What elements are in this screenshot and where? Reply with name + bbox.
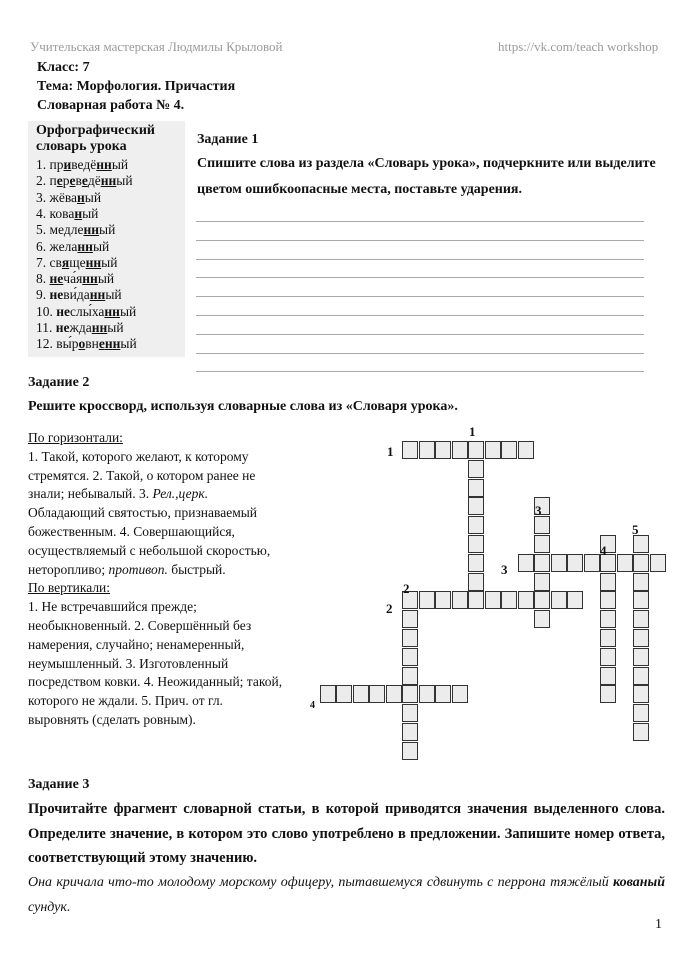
highlighted-letters: нн [91,320,108,335]
word-part: в [75,173,82,189]
sentence-part1: Она кричала что-то молодому морскому офицеру, пытавшемуся сдвинуть с перрона тяжёлый [28,875,613,890]
label-down-1: 1 [469,424,476,439]
task2-heading: Задание 2 [28,375,90,390]
crossword-cell[interactable] [633,704,649,722]
highlighted-letters: нн [77,238,93,254]
word-part: ый [97,271,115,287]
dictionary-item [36,206,98,222]
word-part: ый [101,254,118,270]
crossword-clues [28,429,284,730]
dictionary-item [36,190,101,206]
across-clues-part1: 1. Такой, которого желают, к которому стремятся. 2. Такой, о котором ранее не знали; небывалый. 3. [28,448,256,502]
word-part: ый [84,189,102,205]
crossword-cell[interactable] [485,441,501,459]
crossword-cell[interactable] [518,591,534,609]
across-clues-part2: Обладающий святостью, признаваемый божественным. 4. Совершающийся, осуществляемый с небольшой скоростью, неторопливо; [28,505,271,577]
highlighted-letters: нн [104,303,120,319]
highlighted-letters: нн [104,336,121,352]
crossword-cell[interactable] [402,742,418,760]
word-part: п [49,173,57,189]
word-part: слы́ха [70,303,105,319]
crossword-cell[interactable] [402,704,418,722]
crossword-cell[interactable] [402,629,418,647]
class-line: Класс: 7 [37,60,90,75]
across-abbr: Рел.,церк. [152,486,209,502]
crossword-cell[interactable] [501,441,517,459]
highlighted-letters: е [81,173,88,189]
crossword-cell[interactable] [468,554,484,572]
crossword-cell[interactable] [468,516,484,534]
dictionary-item-number: 2. [36,173,50,189]
crossword-cell[interactable] [600,591,616,609]
crossword-cell[interactable] [468,460,484,478]
crossword-cell[interactable] [650,554,666,572]
crossword-cell[interactable] [633,667,649,685]
work-line: Словарная работа № 4. [37,98,185,113]
word-part: ый [120,336,137,352]
crossword-cell[interactable] [353,685,369,703]
crossword-cell[interactable] [551,554,567,572]
highlighted-letters: нн [85,254,102,270]
highlighted-letters: нн [83,222,100,238]
crossword-cell[interactable] [534,573,550,591]
crossword-cell[interactable] [435,441,451,459]
answer-line [196,259,644,260]
word-part: ый [116,173,133,189]
crossword-cell[interactable] [452,685,468,703]
dictionary-item-number: 5. [36,222,50,238]
word-part: не [55,320,70,335]
dictionary-title-line1: Орфографический [36,123,155,138]
word-part: дё [87,173,101,189]
crossword-cell[interactable] [402,441,418,459]
word-part: ый [119,303,137,319]
word-part: жёва [49,189,78,205]
dictionary-item-number: 11. [36,320,56,335]
dictionary-item [36,336,137,352]
answer-line [196,334,644,335]
dictionary-title [36,123,155,155]
word-part: ча́я [63,271,83,287]
crossword-cell[interactable] [468,497,484,515]
crossword-cell[interactable] [336,685,352,703]
crossword-cell[interactable] [534,610,550,628]
dictionary-item-number: 4. [36,205,50,221]
highlighted-letters: н [74,205,83,221]
crossword-cell[interactable] [617,554,633,572]
dictionary-item [36,157,128,173]
crossword-cell[interactable] [600,573,616,591]
crossword-cell[interactable] [452,441,468,459]
task3-sentence [28,871,665,920]
task1-heading: Задание 1 [197,132,259,147]
task1-text: Спишите слова из раздела «Словарь урока», подчеркните или выделите цветом ошибкоопасные места, поставьте ударения. [197,156,656,197]
word-part: св [49,254,62,270]
dictionary-panel [28,121,185,357]
header-author: Учительская мастерская Людмилы Крыловой [30,39,283,54]
crossword-cell[interactable] [534,535,550,553]
crossword-cell[interactable] [633,610,649,628]
crossword-cell[interactable] [567,591,583,609]
crossword-cell[interactable] [633,573,649,591]
highlighted-letters: е [69,173,76,189]
word-part: вы́ [56,336,72,352]
sentence-part2: сундук. [28,899,71,915]
word-part: не [49,287,64,303]
dictionary-item [36,173,133,189]
dictionary-item-number: 7. [36,254,50,270]
word-part: жда [69,320,92,335]
label-across-3: 3 [501,562,508,577]
word-part: р [71,336,79,352]
answer-line [196,315,644,316]
dictionary-item [36,222,115,238]
crossword-cell[interactable] [567,554,583,572]
crossword-cell[interactable] [633,591,649,609]
across-heading: По горизонтали: [28,430,123,445]
answer-line [196,221,644,222]
crossword-cell[interactable] [419,441,435,459]
highlighted-letters: е [56,173,63,189]
highlighted-letters: нн [89,287,106,303]
across-clues-part3: быстрый. [167,561,226,577]
task2-text: Решите кроссворд, используя словарные слова из «Словаря урока». [28,399,458,414]
crossword-cell[interactable] [600,667,616,685]
label-down-5: 5 [632,522,639,537]
highlighted-letters: н [77,189,85,205]
word-part: кова [49,205,75,221]
page-number: 1 [655,917,662,932]
answer-line [196,240,644,241]
word-part: ый [111,157,129,172]
down-clues: 1. Не встречавшийся прежде; необыкновенный. 2. Совершённый без намерения, случайно; ненамеренный, неумышленный. 3. Изготовленный посредством ковки. 4. Неожиданный; такой, которого не ждали. 5. Прич. от гл. выровнять (сделать ровным). [28,599,283,727]
word-part: жела [49,238,78,254]
crossword-cell[interactable] [633,554,649,572]
highlighted-letters: е [98,336,105,352]
word-part: ый [82,205,99,221]
highlighted-letters: я [61,254,70,270]
word-part: пр [49,157,64,172]
crossword-cell[interactable] [419,591,435,609]
word-part: медле [49,222,84,238]
dictionary-item [36,255,117,271]
crossword-cell[interactable] [402,685,418,703]
crossword-cell[interactable] [435,685,451,703]
highlighted-word: кованый [613,875,665,890]
topic-line: Тема: Морфология. Причастия [37,79,236,94]
answer-line [196,296,644,297]
word-part: р [62,173,70,189]
word-part: ви́да [63,287,90,303]
down-heading: По вертикали: [28,580,111,596]
crossword-cell[interactable] [600,685,616,703]
word-part: ще [69,254,86,270]
crossword-cell[interactable] [600,610,616,628]
answer-line [196,371,644,372]
crossword-cell[interactable] [633,648,649,666]
crossword-cell[interactable] [584,554,600,572]
highlighted-letters: о [78,336,86,352]
dictionary-item-number: 6. [36,238,50,254]
across-clues [28,448,284,580]
label-across-1: 1 [387,444,394,459]
highlighted-letters: нн [82,271,98,287]
word-part: ый [92,238,110,254]
dictionary-title-line2: словарь урока [36,139,127,154]
task3-heading: Задание 3 [28,777,90,792]
label-across-2: 2 [386,601,393,616]
dictionary-item [36,304,136,320]
crossword-cell[interactable] [518,441,534,459]
crossword-cell[interactable] [419,685,435,703]
word-part: ведё [71,157,97,172]
crossword-cell[interactable] [468,573,484,591]
highlighted-letters: нн [96,157,112,172]
crossword-cell[interactable] [386,685,402,703]
crossword-cell[interactable] [468,591,484,609]
crossword-cell[interactable] [468,441,484,459]
across-abbr2: противоп. [108,561,168,577]
word-part: ый [99,222,116,238]
header-url: https://vk.com/teach workshop [498,39,659,54]
answer-line [196,277,644,278]
word-part: ый [105,287,122,303]
crossword-cell[interactable] [518,554,534,572]
crossword-cell[interactable] [600,648,616,666]
dictionary-item-number: 3. [36,189,50,205]
crossword-cell[interactable] [320,685,336,703]
dictionary-item-number: 1. [36,157,50,172]
label-across-4: 4 [310,700,315,711]
word-part: не [56,303,71,319]
task3-text: Прочитайте фрагмент словарной статьи, в которой приводятся значения выделенного слова. Определите значение, в котором это слово употреблено в предложении. Запишите номер ответа, соответствующий этому значению. [28,801,665,866]
crossword-cell[interactable] [600,629,616,647]
crossword-cell[interactable] [485,591,501,609]
highlighted-letters: и [63,157,72,172]
crossword-cell[interactable] [402,610,418,628]
label-down-3: 3 [535,503,542,518]
label-down-4: 4 [600,543,607,558]
answer-line [196,353,644,354]
crossword-cell[interactable] [633,629,649,647]
crossword-cell[interactable] [435,591,451,609]
crossword-cell[interactable] [534,554,550,572]
highlighted-letters: не [49,271,64,287]
dictionary-item-number: 10. [36,303,57,319]
crossword-cell[interactable] [369,685,385,703]
word-part: вн [85,336,99,352]
label-down-2: 2 [403,581,410,596]
dictionary-item [36,320,124,336]
dictionary-item [36,287,122,303]
crossword-cell[interactable] [402,667,418,685]
crossword-cell[interactable] [551,591,567,609]
crossword-cell[interactable] [468,535,484,553]
crossword-cell[interactable] [501,591,517,609]
word-part: ый [107,320,124,335]
dictionary-item [36,271,114,287]
crossword-cell[interactable] [633,723,649,741]
dictionary-item [36,239,109,255]
dictionary-item-number: 12. [36,336,57,352]
dictionary-item-number: 9. [36,287,50,303]
crossword-cell[interactable] [534,591,550,609]
crossword-cell[interactable] [468,479,484,497]
dictionary-item-number: 8. [36,271,50,287]
crossword-cell[interactable] [402,648,418,666]
crossword-cell[interactable] [452,591,468,609]
highlighted-letters: нн [100,173,117,189]
crossword-cell[interactable] [402,723,418,741]
crossword-cell[interactable] [633,685,649,703]
